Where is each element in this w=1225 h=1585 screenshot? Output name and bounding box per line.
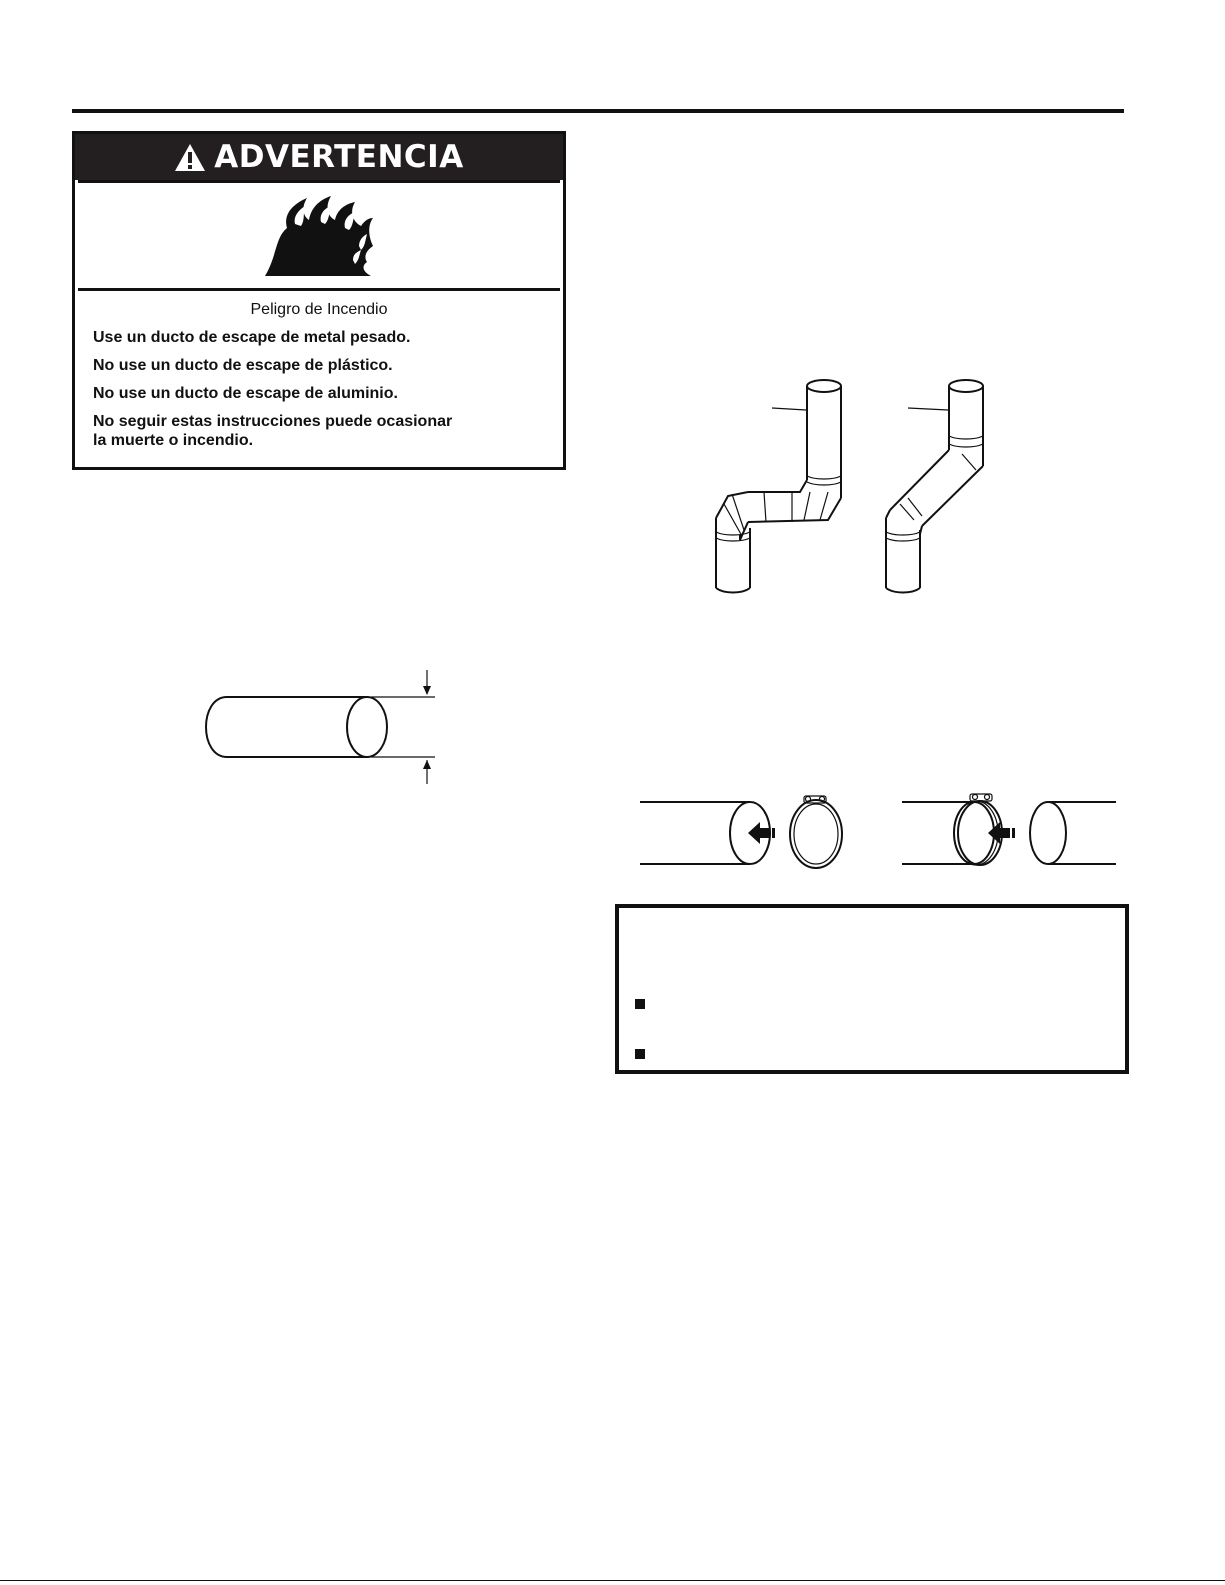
warning-body [75,291,563,450]
fire-icon [263,194,375,278]
clamp-step-left [640,796,842,868]
duct-diameter-illustration [195,668,445,786]
warning-box [72,131,566,470]
hazard-title: Peligro de Incendio [250,301,388,318]
fire-symbol [78,180,560,291]
warning-header-text: ADVERTENCIA [214,139,464,175]
warning-header [75,134,563,180]
alert-triangle-icon [174,143,206,172]
elbow-assembly-right [886,380,983,593]
clamp-step-right [902,794,1116,865]
warning-line-2: No use un ducto de escape de plástico. [93,357,393,374]
warning-line-1: Use un ducto de escape de metal pesado. [93,329,411,346]
elbow-duct-illustration [700,370,1000,600]
bottom-rule [0,1580,1225,1581]
warning-line-3: No use un ducto de escape de aluminio. [93,385,398,402]
elbow-assembly-left [716,380,841,593]
note-box [615,904,1129,1074]
square-bullet-icon [635,999,645,1009]
clamp-illustration [638,790,1122,876]
top-rule [72,109,1124,113]
warning-line-4: No seguir estas instrucciones puede ocasionar la muerte o incendio. [93,413,453,449]
square-bullet-icon [635,1049,645,1059]
